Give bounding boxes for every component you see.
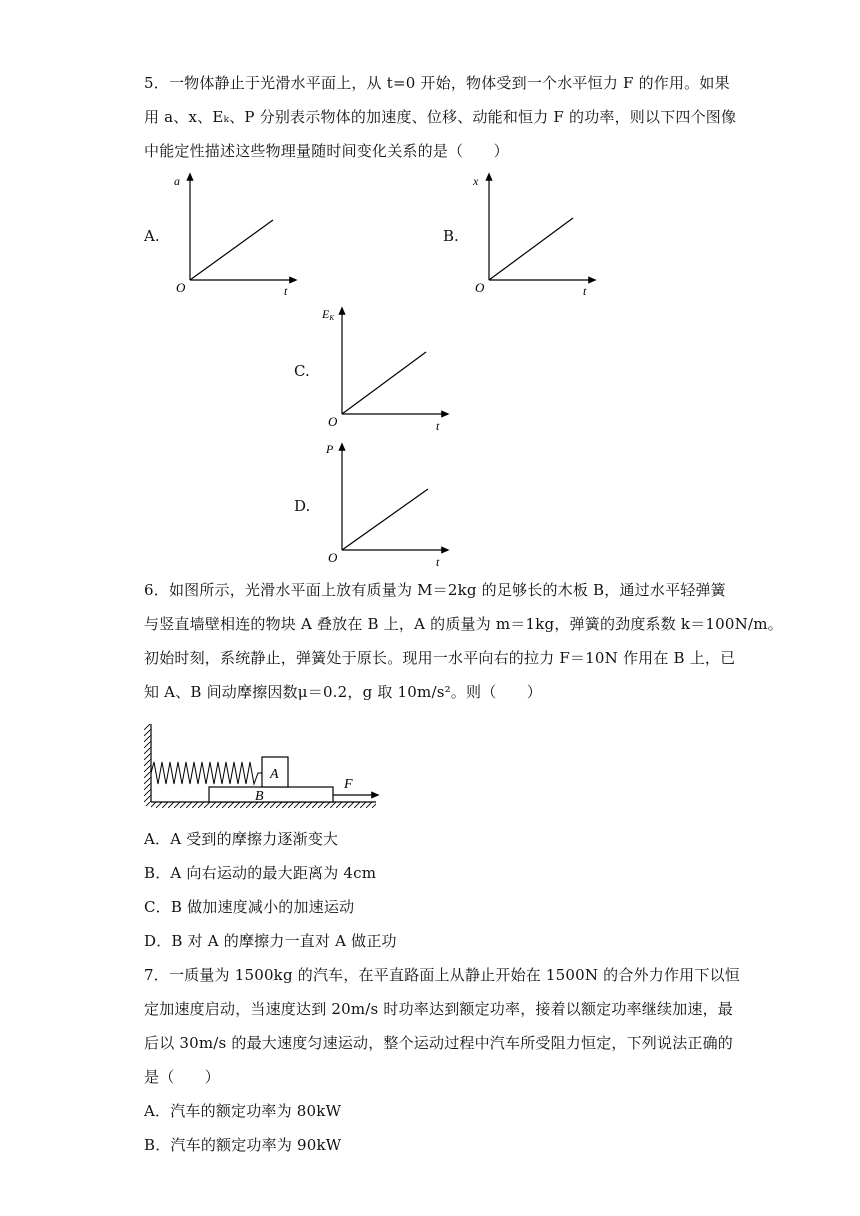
x-axis-label: t xyxy=(583,284,587,298)
q5-graph-c[interactable] xyxy=(320,300,450,434)
q5-stem-line-1: 5．一物体静止于光滑水平面上，从 t=0 开始，物体受到一个水平恒力 F 的作用。如果 xyxy=(144,74,730,92)
x-axis-label: t xyxy=(284,284,288,298)
q5-option-d-label[interactable]: D. xyxy=(294,497,311,515)
q5-graph-b[interactable] xyxy=(467,168,597,298)
q6-option-a[interactable]: A．A 受到的摩擦力逐渐变大 xyxy=(144,830,339,848)
x-axis-label: t xyxy=(436,555,440,569)
q6-stem-line-4: 知 A、B 间动摩擦因数μ＝0.2，g 取 10m/s²。则（ ） xyxy=(144,683,543,701)
origin-label: O xyxy=(328,414,338,429)
q7-stem-line-2: 定加速度启动，当速度达到 20m/s 时功率达到额定功率，接着以额定功率继续加速，最 xyxy=(144,1000,734,1018)
origin-label: O xyxy=(328,550,338,565)
q5-graph-a[interactable] xyxy=(168,168,298,298)
graph-line xyxy=(489,218,573,280)
q5-option-a-label[interactable]: A. xyxy=(144,227,160,245)
q6-stem-line-2: 与竖直墙壁相连的物块 A 叠放在 B 上，A 的质量为 m＝1kg，弹簧的劲度系数 k＝100N/m。 xyxy=(144,615,783,633)
wall-hatching xyxy=(144,724,151,806)
graph-line xyxy=(342,489,428,550)
q6-option-d[interactable]: D．B 对 A 的摩擦力一直对 A 做正功 xyxy=(144,932,397,950)
board-b xyxy=(209,787,333,802)
q6-spring-block-figure xyxy=(144,718,384,814)
y-axis-label: x xyxy=(473,174,479,188)
force-label: F xyxy=(344,777,353,792)
q6-option-b[interactable]: B．A 向右运动的最大距离为 4cm xyxy=(144,864,377,882)
board-b-label: B xyxy=(255,789,264,804)
y-axis-label: EK xyxy=(322,307,335,322)
q6-option-c[interactable]: C．B 做加速度减小的加速运动 xyxy=(144,898,355,916)
q5-stem-line-3: 中能定性描述这些物理量随时间变化关系的是（ ） xyxy=(144,142,509,160)
y-axis-label: P xyxy=(326,442,334,456)
y-axis-label: a xyxy=(174,174,180,188)
q7-stem-line-1: 7．一质量为 1500kg 的汽车，在平直路面上从静止开始在 1500N 的合外力作用下以恒 xyxy=(144,966,740,984)
q7-option-a[interactable]: A．汽车的额定功率为 80kW xyxy=(144,1102,342,1120)
origin-label: O xyxy=(176,280,186,295)
q6-stem-line-1: 6．如图所示，光滑水平面上放有质量为 M＝2kg 的足够长的木板 B，通过水平轻弹簧 xyxy=(144,581,726,599)
q5-option-b-label[interactable]: B. xyxy=(443,227,459,245)
x-axis-label: t xyxy=(436,419,440,433)
q7-stem-line-3: 后以 30m/s 的最大速度匀速运动，整个运动过程中汽车所受阻力恒定，下列说法正确的 xyxy=(144,1034,734,1052)
q5-stem-line-2: 用 a、x、Eₖ、P 分别表示物体的加速度、位移、动能和恒力 F 的功率，则以下四个图像 xyxy=(144,108,737,126)
origin-label: O xyxy=(475,280,485,295)
q7-stem-line-4: 是（ ） xyxy=(144,1068,221,1086)
graph-line xyxy=(342,352,426,414)
q7-option-b[interactable]: B．汽车的额定功率为 90kW xyxy=(144,1136,342,1154)
graph-line xyxy=(190,220,273,280)
block-a-label: A xyxy=(270,767,279,782)
q5-option-c-label[interactable]: C. xyxy=(294,362,310,380)
q6-stem-line-3: 初始时刻，系统静止，弹簧处于原长。现用一水平向右的拉力 F＝10N 作用在 B 上，已 xyxy=(144,649,736,667)
spring xyxy=(151,762,262,784)
q5-graph-d[interactable] xyxy=(320,436,450,570)
